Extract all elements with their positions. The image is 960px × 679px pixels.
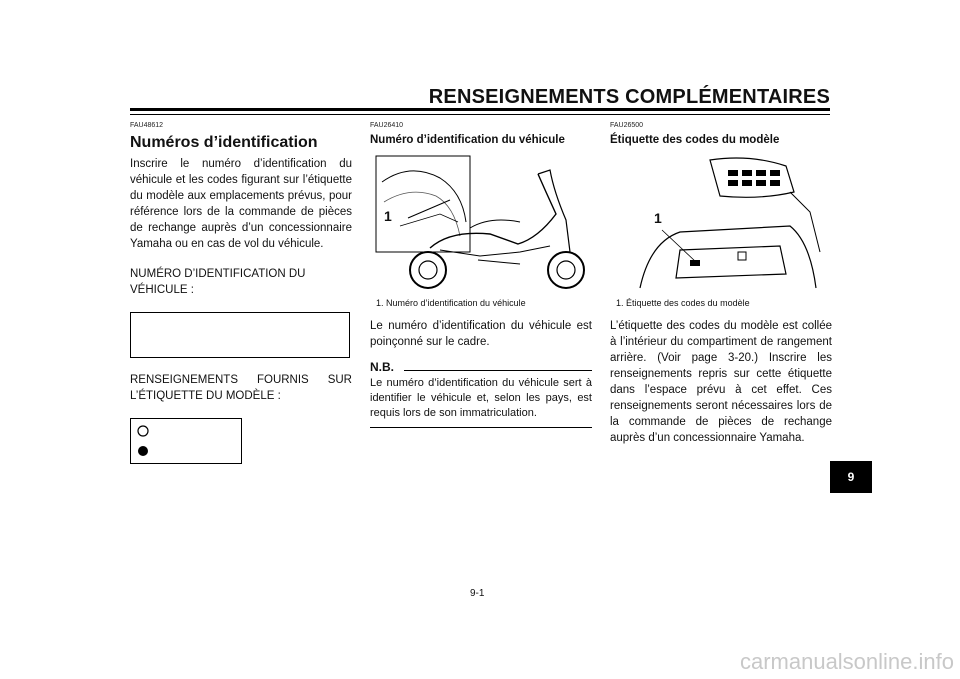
vin-entry-box xyxy=(130,312,350,358)
nb-label: N.B. xyxy=(370,360,394,374)
page-title: RENSEIGNEMENTS COMPLÉMENTAIRES xyxy=(428,86,830,108)
column-vehicle-id-number xyxy=(370,122,592,428)
reference-code: FAU26500 xyxy=(610,122,644,129)
intro-paragraph: Inscrire le numéro d’identification du véhicule et les codes figurant sur l’étiquette du modèle aux emplacements prévus, pour référence lors de la commande de pièces de rechange auprès d’un concessionnaire Yamaha ou en cas de vol du véhicule. xyxy=(130,158,352,250)
scooter-illustration xyxy=(370,152,592,292)
column-identification-numbers xyxy=(130,122,352,464)
section-heading: Numéro d’identification du véhicule xyxy=(370,134,565,146)
vin-label: NUMÉRO D’IDENTIFICATION DU VÉHICULE : xyxy=(130,268,306,296)
nb-rule xyxy=(404,370,592,371)
callout-number: 1 xyxy=(654,210,662,226)
reference-code: FAU26410 xyxy=(370,122,404,129)
header-rule-thick xyxy=(130,108,830,111)
header-rule-thin xyxy=(130,114,830,115)
model-label: RENSEIGNEMENTS FOURNIS SUR L’ÉTIQUETTE DU MODÈLE : xyxy=(130,374,352,402)
storage-compartment-icon xyxy=(610,152,832,292)
nb-text: Le numéro d’identification du véhicule sert à identifier le véhicule et, selon les pays, est requis lors de son immatriculation. xyxy=(370,377,592,419)
nb-header xyxy=(370,360,592,374)
column-model-label xyxy=(610,122,832,446)
model-code-entry-box xyxy=(130,418,242,464)
page-number: 9-1 xyxy=(470,588,485,599)
vin-paragraph: Le numéro d’identification du véhicule est poinçonné sur le cadre. xyxy=(370,320,592,348)
figure-caption: 1. Numéro d’identification du véhicule xyxy=(376,298,526,308)
model-label-paragraph: L’étiquette des codes du modèle est collée à l’intérieur du compartiment de rangement arrière. (Voir page 3-20.) Inscrire les renseignements repris sur cette étiquette dans l’espace prévu à cet effet. Ces renseignements seront nécessaires lors de la commande de pièces de rechange auprès d’un concessionnaire Yamaha. xyxy=(610,320,832,444)
callout-number: 1 xyxy=(384,208,392,224)
watermark: carmanualsonline.info xyxy=(739,649,954,674)
section-heading: Numéros d’identification xyxy=(130,134,318,151)
chapter-tab: 9 xyxy=(830,461,872,493)
empty-circle-icon xyxy=(138,426,148,436)
section-heading: Étiquette des codes du modèle xyxy=(610,134,780,146)
storage-compartment-illustration xyxy=(610,152,832,292)
filled-circle-icon xyxy=(138,446,148,456)
figure-caption: 1. Étiquette des codes du modèle xyxy=(616,298,750,308)
nb-bottom-rule xyxy=(370,427,592,428)
scooter-icon xyxy=(370,152,592,292)
reference-code: FAU48612 xyxy=(130,122,164,129)
